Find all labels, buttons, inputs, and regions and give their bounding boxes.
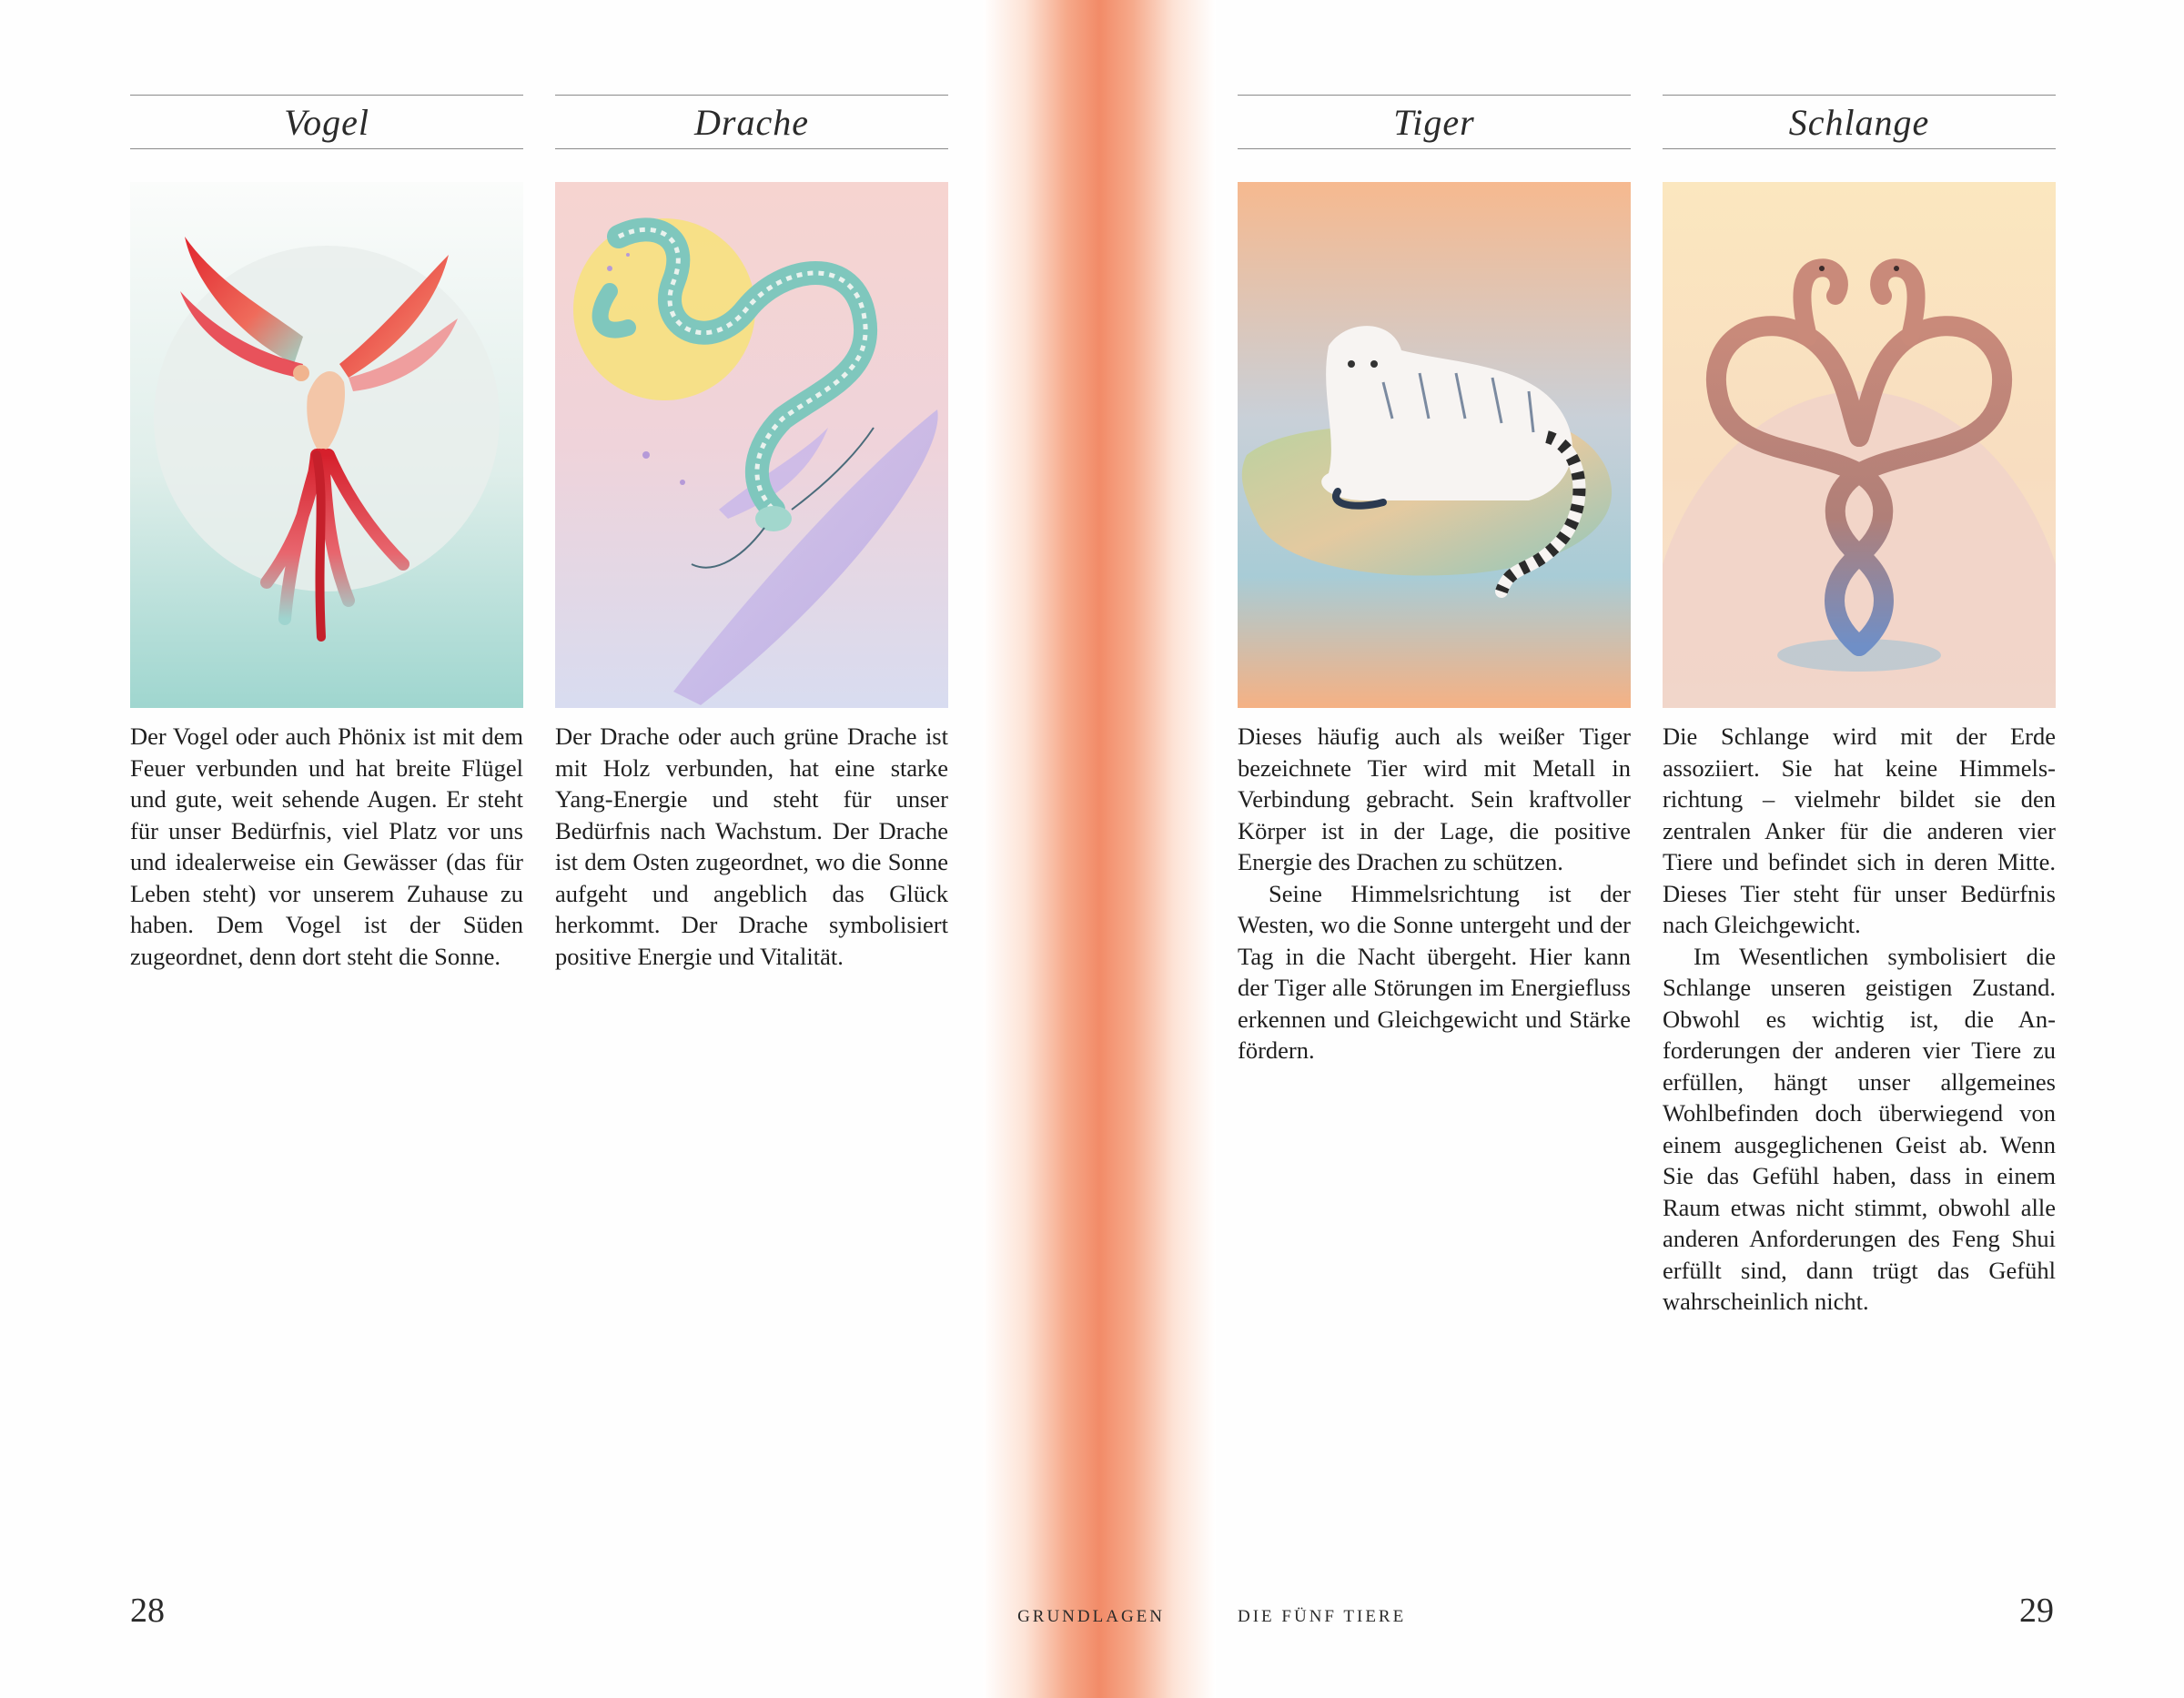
phoenix-icon (130, 182, 523, 708)
section-body (555, 721, 948, 972)
dragon-icon (555, 182, 948, 708)
section-title: Drache (694, 101, 809, 143)
section-title-box (1663, 95, 2056, 149)
section-title-box (555, 95, 948, 149)
tiger-illustration (1238, 182, 1631, 708)
section-body (1663, 721, 2056, 1318)
snake-illustration (1663, 182, 2056, 708)
section-title: Vogel (284, 101, 369, 143)
section-body (130, 721, 523, 972)
paragraph: Im Wesentlichen symbolisiert die Schlange unseren geistigen Zustand. Obwohl es wichtig ist, die Anforderungen der anderen vier Tiere zu erfüllen, hängt unser allgemeines Wohlbefinden doch überwiegend von einem ausgeglichenen Geist ab. Wenn Sie das Gefühl haben, dass in einem Raum etwas nicht stimmt, obwohl alle anderen Anforderungen des Feng Shui erfüllt sind, dann trügt das Gefühl wahrscheinlich nicht. (1663, 942, 2056, 1315)
running-head-right: DIE FÜNF TIERE (1238, 1607, 1407, 1626)
section-title-box (1238, 95, 1631, 149)
snake-icon (1663, 182, 2056, 708)
page-number-right: 29 (2019, 1592, 2054, 1630)
tiger-icon (1238, 182, 1631, 708)
section-title: Tiger (1393, 101, 1475, 143)
running-head-left: GRUNDLAGEN (1017, 1607, 1165, 1626)
section-title: Schlange (1788, 101, 1930, 143)
book-spine-gutter (983, 0, 1216, 1698)
phoenix-illustration (130, 182, 523, 708)
paragraph: Der Vogel oder auch Phönix ist mit dem Feuer verbunden und hat breite Flügel und gute, weit sehende Augen. Er steht für unser Bedürfnis, viel Platz vor uns und idealerweise ein Gewässer (das für Leben steht) vor unserem Zuhause zu haben. Dem Vogel ist der Süden zugeordnet, denn dort steht die Sonne. (130, 723, 523, 970)
paragraph: Seine Himmelsrichtung ist der Westen, wo die Sonne untergeht und der Tag in die Nacht übergeht. Hier kann der Tiger alle Störungen im Energiefluss erkennen und Gleichgewicht und Stärke fördern. (1238, 879, 1631, 1064)
paragraph: Die Schlange wird mit der Erde assoziiert. Sie hat keine Himmelsrichtung – vielmehr bildet sie den zentralen Anker für die anderen vier Tiere und befindet sich in deren Mitte. Dieses Tier steht für unser Bedürfnis nach Gleichgewicht. (1663, 723, 2056, 938)
paragraph: Dieses häufig auch als weißer Tiger bezeichnete Tier wird mit Metall in Verbindung gebracht. Sein kraftvoller Körper ist in der Lage, die positive Energie des Drachen zu schützen. (1238, 723, 1631, 875)
page-number-left: 28 (130, 1592, 165, 1630)
section-title-box (130, 95, 523, 149)
dragon-illustration (555, 182, 948, 708)
paragraph: Der Drache oder auch grüne Drache ist mit Holz verbunden, hat eine starke Yang-Energie und steht für unser Bedürfnis nach Wachstum. Der Drache ist dem Osten zugeordnet, wo die Sonne aufgeht und angeblich das Glück herkommt. Der Drache symbolisiert positive Energie und Vitalität. (555, 723, 948, 970)
section-body (1238, 721, 1631, 1066)
